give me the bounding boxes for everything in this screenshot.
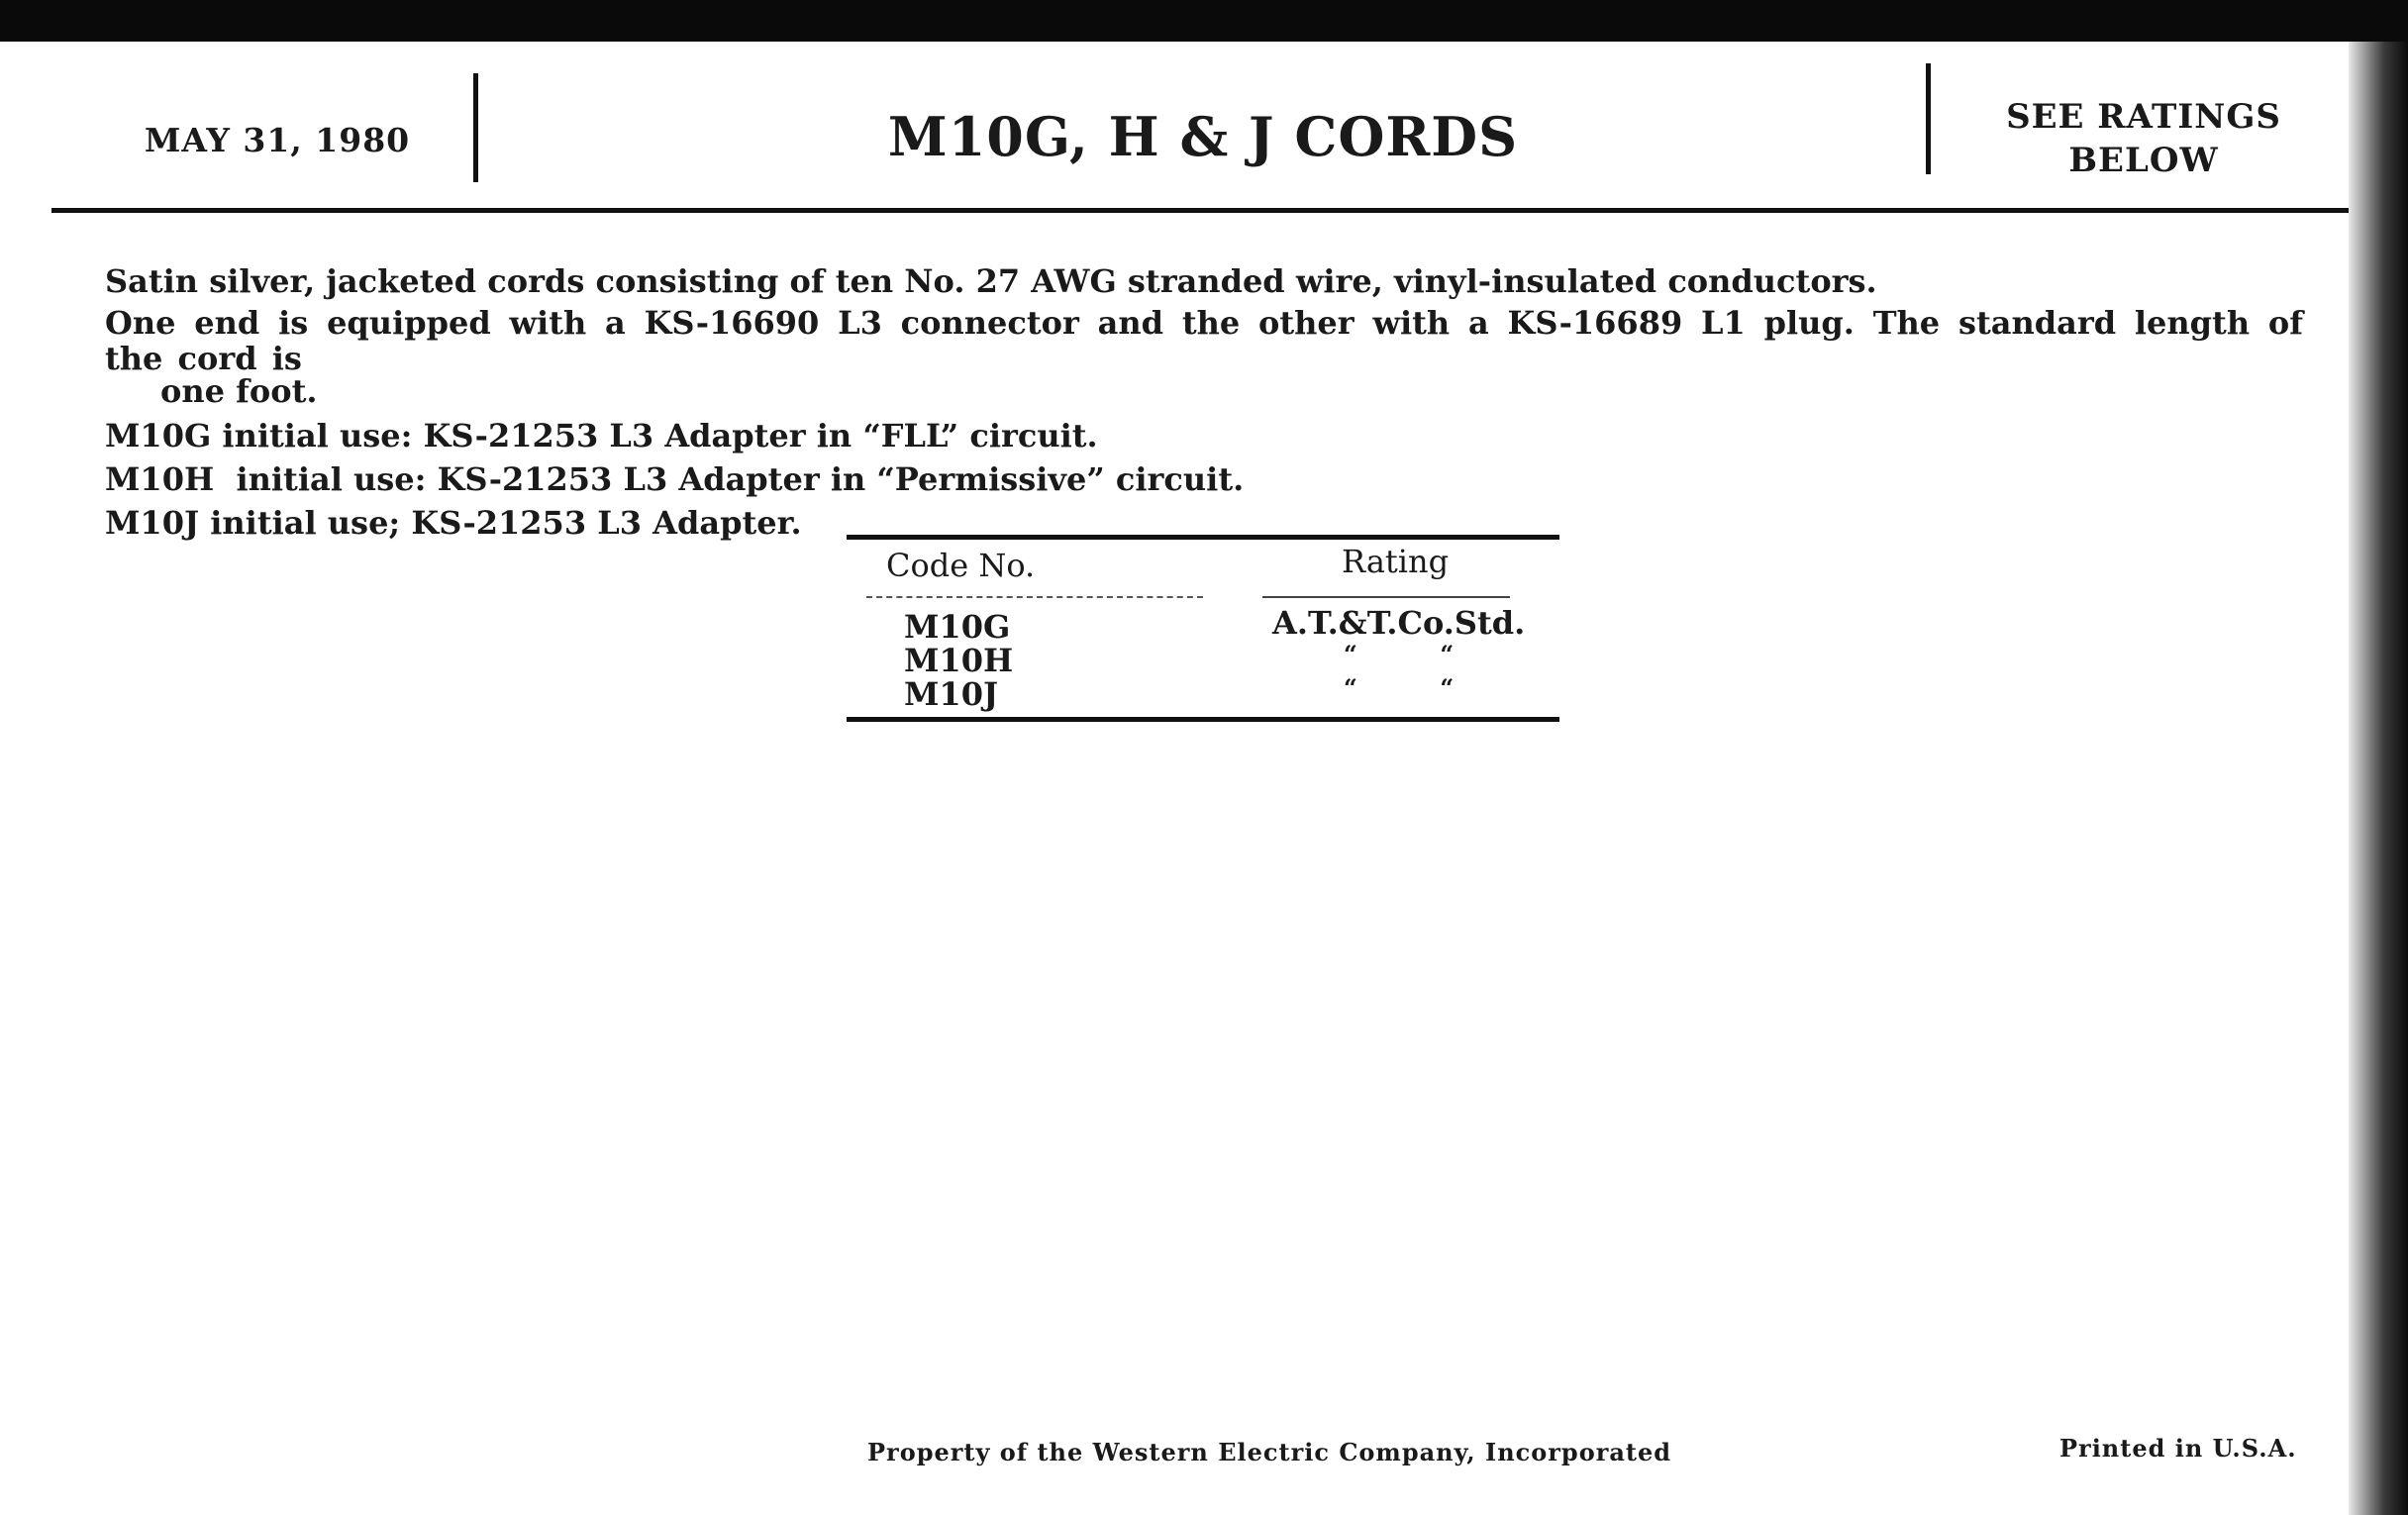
column-header-rating: Rating — [1342, 543, 1450, 580]
column-header-code: Code No. — [886, 547, 1036, 584]
description-text — [105, 261, 2303, 547]
printed-notice: Printed in U.S.A. — [2059, 1434, 2297, 1463]
initial-use-m10j: M10J initial use; KS-21253 L3 Adapter. — [105, 504, 802, 542]
table-cell-rating: “ “ — [1344, 640, 1455, 668]
header-divider-right — [1926, 63, 1931, 174]
description-paragraph: One end is equipped with a KS-16690 L3 connector and the other with a KS-16689 L1 plug. The standard length of the cord is — [105, 304, 2303, 377]
table-header-rule — [866, 596, 1203, 598]
table-cell-rating: “ “ — [1344, 673, 1455, 702]
specification-card — [0, 42, 2376, 1515]
table-cell-code: M10G — [904, 608, 1011, 646]
rating-note-line2: BELOW — [2068, 141, 2219, 180]
rating-note-line1: SEE RATINGS — [2006, 97, 2281, 137]
table-cell-rating: A.T.&T.Co.Std. — [1272, 604, 1526, 642]
description-paragraph: Satin silver, jacketed cords consisting of ten No. 27 AWG stranded wire, vinyl-insulated conductors. — [105, 262, 1877, 300]
property-notice: Property of the Western Electric Company, Incorporated — [867, 1438, 1672, 1466]
table-cell-code: M10H — [904, 642, 1014, 679]
description-paragraph-continuation: one foot. — [160, 372, 318, 410]
initial-use-m10g: M10G initial use: KS-21253 L3 Adapter in “FLL” circuit. — [105, 417, 1098, 454]
header-rule — [51, 208, 2349, 213]
table-top-rule — [847, 535, 1559, 540]
table-bottom-rule — [847, 717, 1559, 722]
initial-use-m10h: M10H initial use: KS-21253 L3 Adapter in “Permissive” circuit. — [105, 460, 1245, 498]
table-header-rule — [1262, 596, 1510, 598]
table-cell-code: M10J — [904, 675, 999, 713]
page-title: M10G, H & J CORDS — [887, 105, 1519, 168]
card-edge-shadow — [2349, 42, 2408, 1515]
rating-note — [1941, 95, 2347, 182]
ratings-table — [847, 535, 1559, 733]
issue-date: MAY 31, 1980 — [144, 121, 411, 159]
